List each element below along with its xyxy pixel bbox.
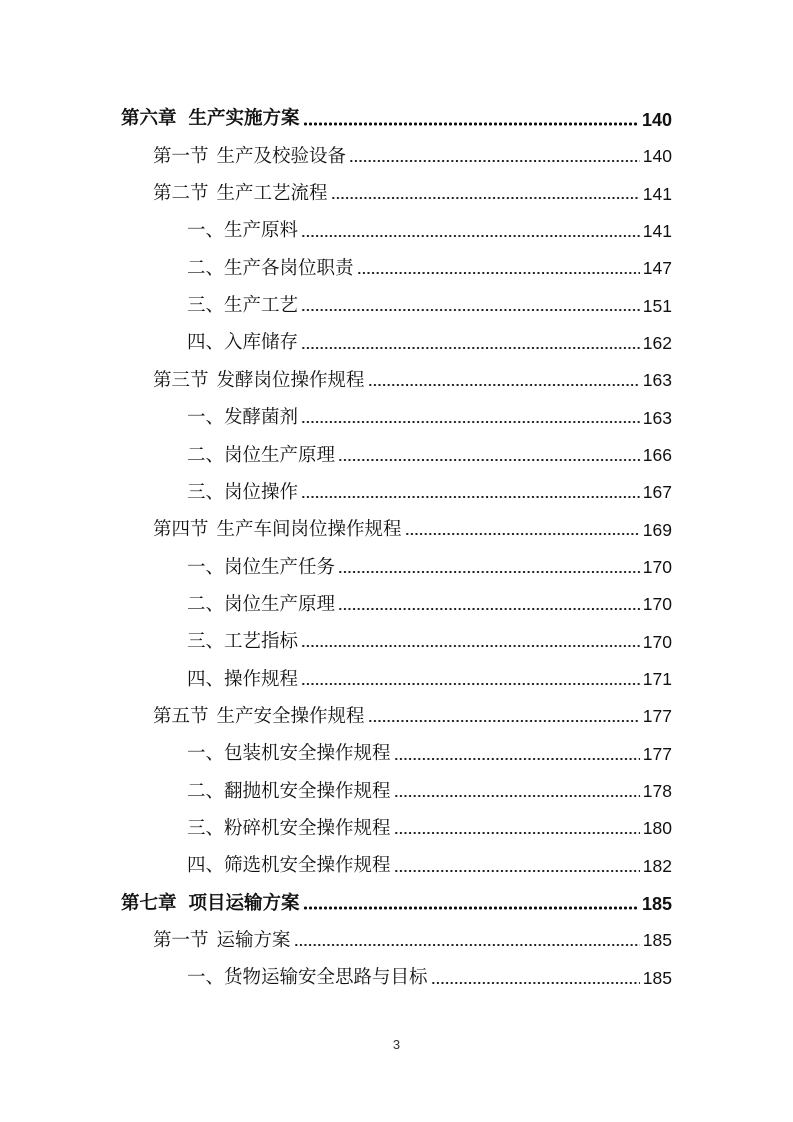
- toc-subsection-entry[interactable]: [0, 400, 793, 437]
- toc-entry-page-number: 171: [642, 669, 672, 690]
- toc-entry-number: 一、: [187, 407, 225, 429]
- toc-entry-page-number: 177: [642, 706, 672, 727]
- dot-leader: [303, 903, 639, 913]
- toc-entry-number: 一、: [187, 556, 225, 578]
- toc-entry-page-number: 151: [642, 295, 672, 316]
- toc-section-entry[interactable]: [0, 512, 793, 549]
- toc-entry-number: 四、: [187, 668, 225, 690]
- toc-section-entry[interactable]: [0, 176, 793, 213]
- dot-leader: [338, 604, 640, 614]
- toc-chapter-entry[interactable]: [0, 885, 793, 922]
- dot-leader: [368, 716, 640, 726]
- toc-entry-title: 货物运输安全思路与目标: [224, 967, 428, 989]
- table-of-contents: [0, 101, 793, 997]
- toc-entry-number: 二、: [187, 257, 225, 279]
- toc-entry-page-number: 147: [642, 258, 672, 279]
- dot-leader: [349, 156, 640, 166]
- toc-entry-title: 发酵岗位操作规程: [216, 369, 365, 391]
- toc-entry-number: 第一节: [153, 145, 209, 167]
- toc-entry-title: 入库储存: [224, 332, 299, 354]
- toc-entry-title: 岗位操作: [224, 481, 299, 503]
- toc-entry-page-number: 162: [642, 332, 672, 353]
- toc-entry-title: 操作规程: [224, 668, 299, 690]
- toc-entry-number: 第三节: [153, 369, 209, 391]
- toc-entry-number: 四、: [187, 855, 225, 877]
- toc-section-entry[interactable]: [0, 362, 793, 399]
- toc-entry-title: 岗位生产原理: [224, 444, 336, 466]
- dot-leader: [294, 940, 640, 950]
- toc-entry-number: 四、: [187, 332, 225, 354]
- toc-entry-title: 发酵菌剂: [224, 407, 299, 429]
- toc-entry-title: 生产及校验设备: [216, 145, 347, 167]
- toc-entry-page-number: 170: [642, 631, 672, 652]
- toc-entry-page-number: 177: [642, 743, 672, 764]
- dot-leader: [301, 343, 640, 353]
- toc-entry-title: 运输方案: [216, 929, 291, 951]
- toc-entry-title: 粉碎机安全操作规程: [224, 817, 391, 839]
- toc-subsection-entry[interactable]: [0, 811, 793, 848]
- toc-entry-page-number: 169: [642, 519, 672, 540]
- toc-entry-number: 二、: [187, 780, 225, 802]
- dot-leader: [394, 791, 640, 801]
- toc-entry-number: 一、: [187, 743, 225, 765]
- toc-subsection-entry[interactable]: [0, 624, 793, 661]
- toc-entry-page-number: 163: [642, 370, 672, 391]
- dot-leader: [405, 529, 640, 539]
- toc-entry-title: 生产原料: [224, 220, 299, 242]
- toc-entry-number: 三、: [187, 631, 225, 653]
- dot-leader: [301, 679, 640, 689]
- toc-subsection-entry[interactable]: [0, 437, 793, 474]
- toc-subsection-entry[interactable]: [0, 848, 793, 885]
- dot-leader: [303, 119, 639, 129]
- toc-subsection-entry[interactable]: [0, 661, 793, 698]
- toc-entry-page-number: 163: [642, 407, 672, 428]
- dot-leader: [301, 492, 640, 502]
- dot-leader: [338, 455, 640, 465]
- dot-leader: [394, 828, 640, 838]
- dot-leader: [331, 193, 640, 203]
- toc-entry-page-number: 185: [641, 893, 672, 914]
- toc-section-entry[interactable]: [0, 699, 793, 736]
- dot-leader: [338, 567, 640, 577]
- toc-entry-page-number: 140: [641, 109, 672, 130]
- toc-entry-title: 生产各岗位职责: [224, 257, 354, 279]
- toc-entry-page-number: 141: [642, 220, 672, 241]
- toc-entry-page-number: 180: [642, 818, 672, 839]
- dot-leader: [394, 866, 640, 876]
- toc-subsection-entry[interactable]: [0, 586, 793, 623]
- toc-entry-title: 包装机安全操作规程: [224, 743, 391, 765]
- dot-leader: [431, 978, 640, 988]
- toc-entry-number: 一、: [187, 220, 225, 242]
- toc-entry-number: 三、: [187, 295, 225, 317]
- toc-entry-page-number: 178: [642, 781, 672, 802]
- toc-entry-number: 第七章: [121, 892, 177, 914]
- toc-entry-page-number: 170: [642, 594, 672, 615]
- toc-subsection-entry[interactable]: [0, 736, 793, 773]
- toc-entry-page-number: 182: [642, 855, 672, 876]
- page-number: 3: [392, 1037, 401, 1052]
- toc-section-entry[interactable]: [0, 138, 793, 175]
- toc-entry-number: 二、: [187, 444, 225, 466]
- dot-leader: [301, 641, 640, 651]
- toc-section-entry[interactable]: [0, 923, 793, 960]
- toc-entry-title: 岗位生产原理: [224, 593, 336, 615]
- toc-entry-page-number: 141: [642, 183, 672, 204]
- toc-subsection-entry[interactable]: [0, 325, 793, 362]
- dot-leader: [394, 754, 640, 764]
- toc-entry-title: 筛选机安全操作规程: [224, 855, 391, 877]
- toc-subsection-entry[interactable]: [0, 474, 793, 511]
- toc-subsection-entry[interactable]: [0, 960, 793, 997]
- toc-subsection-entry[interactable]: [0, 213, 793, 250]
- toc-entry-page-number: 170: [642, 557, 672, 578]
- toc-entry-title: 生产安全操作规程: [216, 705, 365, 727]
- toc-entry-number: 第五节: [153, 705, 209, 727]
- toc-entry-number: 第一节: [153, 929, 209, 951]
- toc-entry-title: 工艺指标: [224, 631, 299, 653]
- toc-subsection-entry[interactable]: [0, 773, 793, 810]
- toc-entry-number: 二、: [187, 593, 225, 615]
- toc-entry-number: 第二节: [153, 183, 209, 205]
- toc-entry-title: 岗位生产任务: [224, 556, 336, 578]
- toc-subsection-entry[interactable]: [0, 250, 793, 287]
- dot-leader: [301, 305, 640, 315]
- toc-entry-page-number: 185: [642, 930, 672, 951]
- toc-entry-title: 生产工艺: [224, 295, 299, 317]
- dot-leader: [301, 417, 640, 427]
- toc-entry-page-number: 166: [642, 445, 672, 466]
- toc-entry-number: 第六章: [121, 108, 177, 130]
- toc-entry-title: 生产车间岗位操作规程: [216, 519, 402, 541]
- toc-entry-number: 三、: [187, 481, 225, 503]
- toc-entry-title: 翻抛机安全操作规程: [224, 780, 391, 802]
- dot-leader: [368, 380, 640, 390]
- toc-entry-title: 项目运输方案: [188, 892, 300, 914]
- toc-entry-page-number: 185: [642, 967, 672, 988]
- toc-entry-number: 三、: [187, 817, 225, 839]
- toc-chapter-entry[interactable]: [0, 101, 793, 138]
- toc-entry-title: 生产工艺流程: [216, 183, 328, 205]
- toc-subsection-entry[interactable]: [0, 549, 793, 586]
- toc-subsection-entry[interactable]: [0, 288, 793, 325]
- toc-entry-page-number: 140: [642, 146, 672, 167]
- toc-entry-page-number: 167: [642, 482, 672, 503]
- dot-leader: [301, 231, 640, 241]
- toc-entry-number: 第四节: [153, 519, 209, 541]
- toc-entry-number: 一、: [187, 967, 225, 989]
- dot-leader: [357, 268, 640, 278]
- toc-entry-title: 生产实施方案: [188, 108, 300, 130]
